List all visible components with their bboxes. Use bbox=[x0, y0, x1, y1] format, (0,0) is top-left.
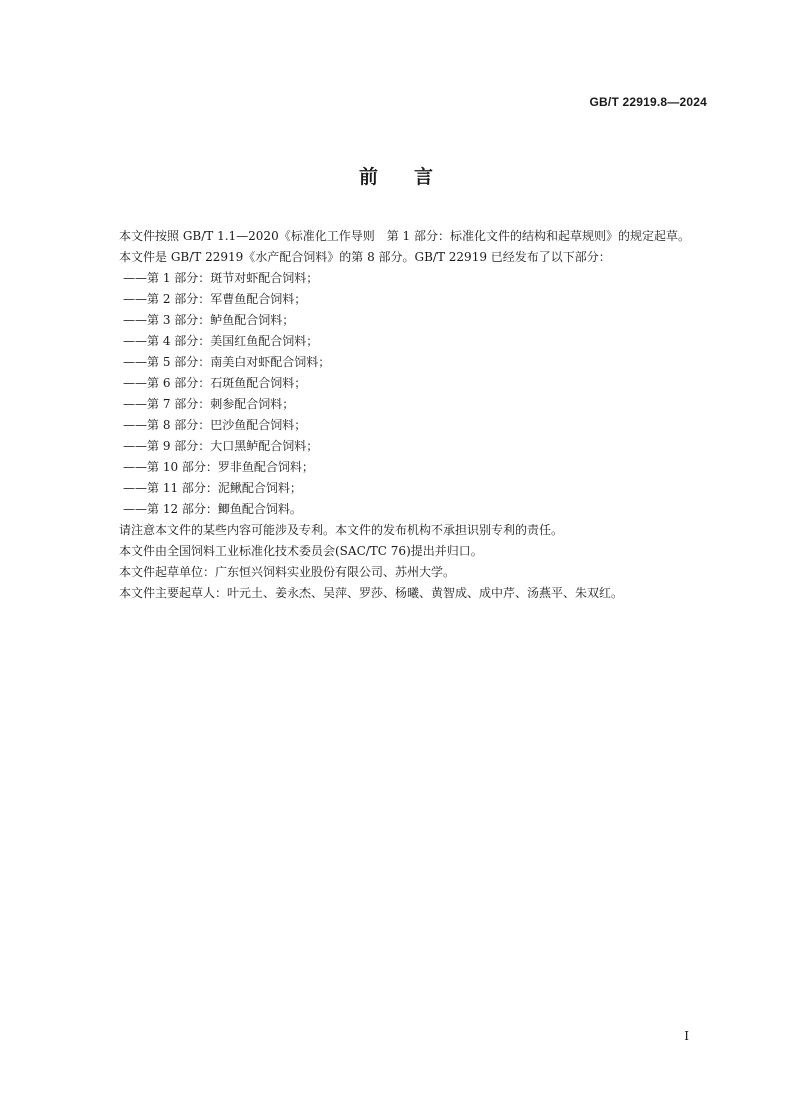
list-item: ——第 4 部分：美国红鱼配合饲料； bbox=[123, 334, 319, 348]
list-item: ——第 11 部分：泥鳅配合饲料； bbox=[123, 481, 302, 495]
list-item: ——第 9 部分：大口黑鲈配合饲料； bbox=[123, 439, 319, 453]
title-char-1: 前 bbox=[358, 166, 378, 188]
list-item: ——第 12 部分：鲫鱼配合饲料。 bbox=[123, 502, 302, 516]
list-item: ——第 7 部分：刺参配合饲料； bbox=[123, 397, 295, 411]
series-intro-paragraph: 本文件是 GB/T 22919《水产配合饲料》的第 8 部分。GB/T 22919 已经发布了以下部分： bbox=[119, 250, 611, 264]
list-item: ——第 3 部分：鲈鱼配合饲料； bbox=[123, 313, 295, 327]
foreword-body bbox=[95, 226, 707, 604]
list-item: ——第 8 部分：巴沙鱼配合饲料； bbox=[123, 418, 307, 432]
list-item: ——第 5 部分：南美白对虾配合饲料； bbox=[123, 355, 331, 369]
drafters-paragraph: 本文件主要起草人：叶元土、姜永杰、吴萍、罗莎、杨曦、黄智成、成中芹、汤燕平、朱双红。 bbox=[119, 586, 624, 600]
page-number: I bbox=[684, 1029, 689, 1043]
list-item: ——第 10 部分：罗非鱼配合饲料； bbox=[123, 460, 314, 474]
drafting-rule-paragraph: 本文件按照 GB/T 1.1—2020《标准化工作导则 第 1 部分：标准化文件的结构和起草规则》的规定起草。 bbox=[119, 229, 690, 243]
page-title bbox=[0, 162, 792, 189]
list-item: ——第 6 部分：石斑鱼配合饲料； bbox=[123, 376, 307, 390]
drafting-units-paragraph: 本文件起草单位：广东恒兴饲料实业股份有限公司、苏州大学。 bbox=[119, 565, 456, 579]
proposer-paragraph: 本文件由全国饲料工业标准化技术委员会(SAC/TC 76)提出并归口。 bbox=[119, 544, 483, 558]
list-item: ——第 1 部分：斑节对虾配合饲料； bbox=[123, 271, 319, 285]
list-item: ——第 2 部分：军曹鱼配合饲料； bbox=[123, 292, 307, 306]
title-char-2: 言 bbox=[414, 166, 434, 188]
patent-notice-paragraph: 请注意本文件的某些内容可能涉及专利。本文件的发布机构不承担识别专利的责任。 bbox=[119, 523, 564, 537]
document-code: GB/T 22919.8—2024 bbox=[589, 95, 707, 109]
parts-list bbox=[95, 268, 707, 520]
